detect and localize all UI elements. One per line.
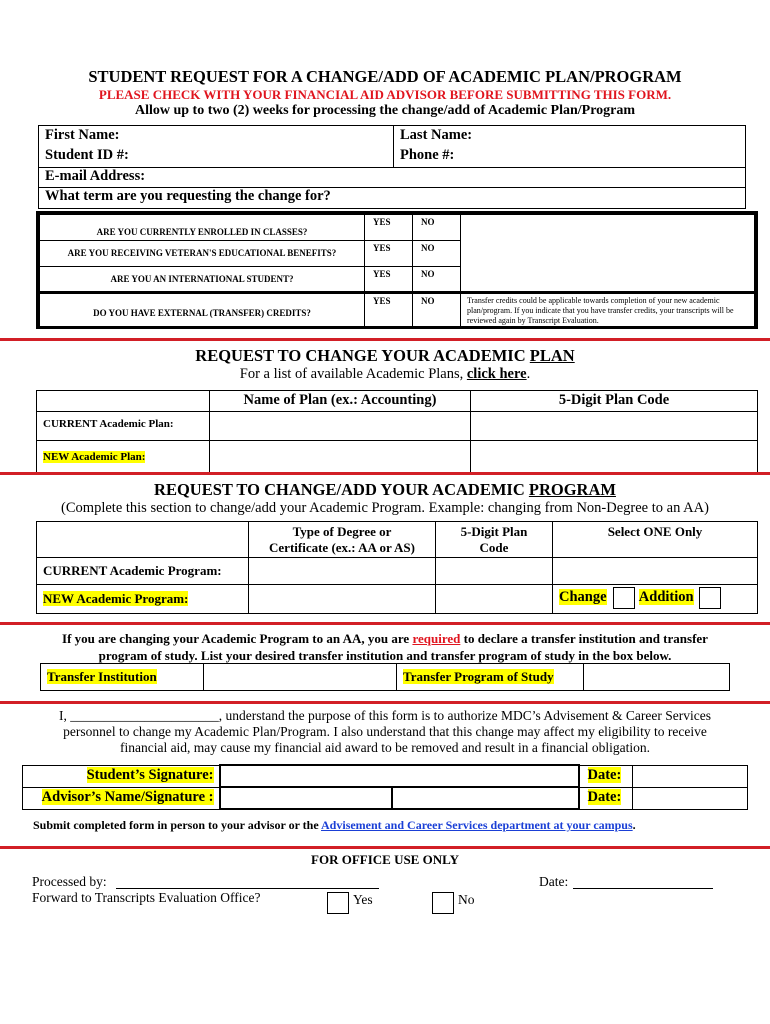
advisement-link[interactable]: Advisement and Career Services department at your campus — [321, 818, 633, 832]
program-section-subtitle: (Complete this section to change/add your Academic Program. Example: changing from Non-Degree to an AA) — [61, 500, 709, 516]
plan-table — [36, 390, 758, 473]
question-international: ARE YOU AN INTERNATIONAL STUDENT? — [40, 267, 365, 293]
forward-no-option — [432, 892, 475, 914]
term-label: What term are you requesting the change for? — [45, 188, 331, 204]
first-name-field[interactable] — [39, 126, 394, 147]
program-code-header: 5-Digit Plan Code — [436, 522, 553, 558]
program-header-blank — [37, 522, 249, 558]
forward-yes-option — [327, 892, 373, 914]
question-enrolled: ARE YOU CURRENTLY ENROLLED IN CLASSES? — [40, 215, 365, 241]
first-name-label: First Name: — [45, 127, 120, 143]
select-one-header: Select ONE Only — [553, 522, 758, 558]
office-date-label: Date: — [539, 874, 569, 889]
change-checkbox[interactable] — [613, 587, 635, 609]
submit-instructions: Submit completed form in person to your advisor or the Advisement and Career Services department at your campus. — [33, 818, 636, 832]
processed-by-label: Processed by: — [32, 874, 107, 889]
advisor-date-label: Date: — [587, 788, 622, 805]
section-divider — [0, 472, 770, 475]
yes-option[interactable]: YES — [365, 267, 413, 293]
student-signature-label: Student’s Signature: — [86, 766, 214, 783]
transfer-program-field[interactable] — [584, 664, 730, 691]
new-program-label: NEW Academic Program: — [43, 591, 189, 606]
section-divider — [0, 622, 770, 625]
plan-section-subtitle: For a list of available Academic Plans, click here. — [239, 366, 531, 382]
transfer-program-label: Transfer Program of Study — [403, 669, 554, 684]
yes-option[interactable]: YES — [365, 293, 413, 329]
forward-yes-checkbox[interactable] — [327, 892, 349, 914]
forward-yes-label: Yes — [353, 892, 373, 907]
phone-label: Phone #: — [400, 146, 455, 163]
addition-label: Addition — [638, 589, 694, 606]
new-plan-code-field[interactable] — [471, 441, 758, 473]
student-date-cell — [579, 765, 633, 787]
last-name-label: Last Name: — [400, 127, 473, 143]
no-option[interactable]: NO — [413, 241, 461, 267]
program-section-heading: REQUEST TO CHANGE/ADD YOUR ACADEMIC PROGRAM — [154, 480, 616, 499]
section-divider — [0, 338, 770, 341]
student-id-field[interactable] — [39, 147, 394, 168]
forward-no-checkbox[interactable] — [432, 892, 454, 914]
new-program-code-field[interactable] — [436, 585, 553, 614]
transfer-institution-cell — [41, 664, 204, 691]
advisor-date-cell — [579, 787, 633, 809]
change-addition-cell — [553, 585, 758, 614]
degree-type-header: Type of Degree or Certificate (ex.: AA or AS) — [249, 522, 436, 558]
student-signature-cell — [23, 765, 220, 787]
transfer-program-cell — [397, 664, 584, 691]
last-name-field[interactable] — [394, 126, 746, 147]
email-field[interactable] — [39, 168, 746, 188]
email-label: E-mail Address: — [45, 168, 146, 184]
current-plan-name-field[interactable] — [210, 412, 471, 441]
addition-checkbox[interactable] — [699, 587, 721, 609]
student-signature-field[interactable] — [220, 765, 579, 787]
advisor-date-field[interactable] — [633, 787, 748, 809]
no-option[interactable]: NO — [413, 215, 461, 241]
questions-table — [39, 214, 755, 329]
transfer-credits-note: Transfer credits could be applicable towards completion of your new academic plan/program. If you indicate that you have transfer credits, your transcripts will be reviewed again by Transcript Evaluation. — [461, 293, 755, 329]
transfer-institution-label: Transfer Institution — [47, 669, 157, 684]
yes-option[interactable]: YES — [365, 241, 413, 267]
current-degree-field[interactable] — [249, 558, 436, 585]
click-here-link[interactable]: click here — [466, 366, 527, 382]
phone-field[interactable] — [394, 147, 746, 168]
plan-section-heading: REQUEST TO CHANGE YOUR ACADEMIC PLAN — [195, 346, 575, 365]
questions-blank — [461, 215, 755, 293]
signature-table — [22, 764, 748, 810]
forward-no-label: No — [458, 892, 475, 907]
student-id-label: Student ID #: — [45, 146, 129, 163]
processed-by-line[interactable] — [116, 888, 379, 889]
change-label: Change — [559, 589, 607, 606]
advisor-name-field[interactable] — [221, 788, 393, 808]
student-date-label: Date: — [587, 766, 622, 783]
transfer-institution-field[interactable] — [204, 664, 397, 691]
forward-question: Forward to Transcripts Evaluation Office? — [32, 890, 261, 905]
current-plan-label: CURRENT Academic Plan: — [37, 412, 210, 441]
advisor-sign-field[interactable] — [393, 788, 578, 808]
new-degree-field[interactable] — [249, 585, 436, 614]
new-plan-name-field[interactable] — [210, 441, 471, 473]
current-select-blank — [553, 558, 758, 585]
current-program-label: CURRENT Academic Program: — [37, 558, 249, 585]
current-plan-code-field[interactable] — [471, 412, 758, 441]
advisor-signature-cell — [23, 787, 220, 809]
processing-note: Allow up to two (2) weeks for processing the change/add of Academic Plan/Program — [134, 103, 636, 118]
new-plan-cell — [37, 441, 210, 473]
question-transfer: DO YOU HAVE EXTERNAL (TRANSFER) CREDITS? — [40, 293, 365, 329]
no-option[interactable]: NO — [413, 293, 461, 329]
yes-option[interactable]: YES — [365, 215, 413, 241]
authorization-statement: I, ______________________, understand the purpose of this form is to authorize MDC’s Advisement & Career Services personnel to change my Academic Plan/Program. I also understand that this change may affect my eligibility to receive financial aid, may cause my financial aid award to be removed and result in a financial obligation. — [58, 708, 712, 755]
student-info-table — [38, 125, 746, 209]
plan-header-blank — [37, 391, 210, 412]
student-date-field[interactable] — [633, 765, 748, 787]
advisor-signature-field[interactable] — [220, 787, 579, 809]
term-field[interactable] — [39, 188, 746, 209]
plan-name-header: Name of Plan (ex.: Accounting) — [210, 391, 471, 412]
section-divider — [0, 701, 770, 704]
current-program-code-field[interactable] — [436, 558, 553, 585]
section-divider — [0, 846, 770, 849]
program-table — [36, 521, 758, 614]
new-program-cell — [37, 585, 249, 614]
plan-code-header: 5-Digit Plan Code — [471, 391, 758, 412]
transfer-notice: If you are changing your Academic Program to an AA, you are required to declare a transfer institution and transfer program of study. List your desired transfer institution and transfer program of study in the box below. — [62, 631, 708, 663]
question-veteran: ARE YOU RECEIVING VETERAN'S EDUCATIONAL BENEFITS? — [40, 241, 365, 267]
no-option[interactable]: NO — [413, 267, 461, 293]
advisor-signature-label: Advisor’s Name/Signature : — [41, 788, 214, 805]
office-use-heading: FOR OFFICE USE ONLY — [311, 852, 459, 867]
form-title: STUDENT REQUEST FOR A CHANGE/ADD OF ACADEMIC PLAN/PROGRAM — [88, 67, 682, 86]
new-plan-label: NEW Academic Plan: — [43, 451, 146, 463]
financial-aid-warning: PLEASE CHECK WITH YOUR FINANCIAL AID ADVISOR BEFORE SUBMITTING THIS FORM. — [98, 87, 672, 102]
office-date-line[interactable] — [573, 888, 713, 889]
transfer-table — [40, 663, 730, 691]
